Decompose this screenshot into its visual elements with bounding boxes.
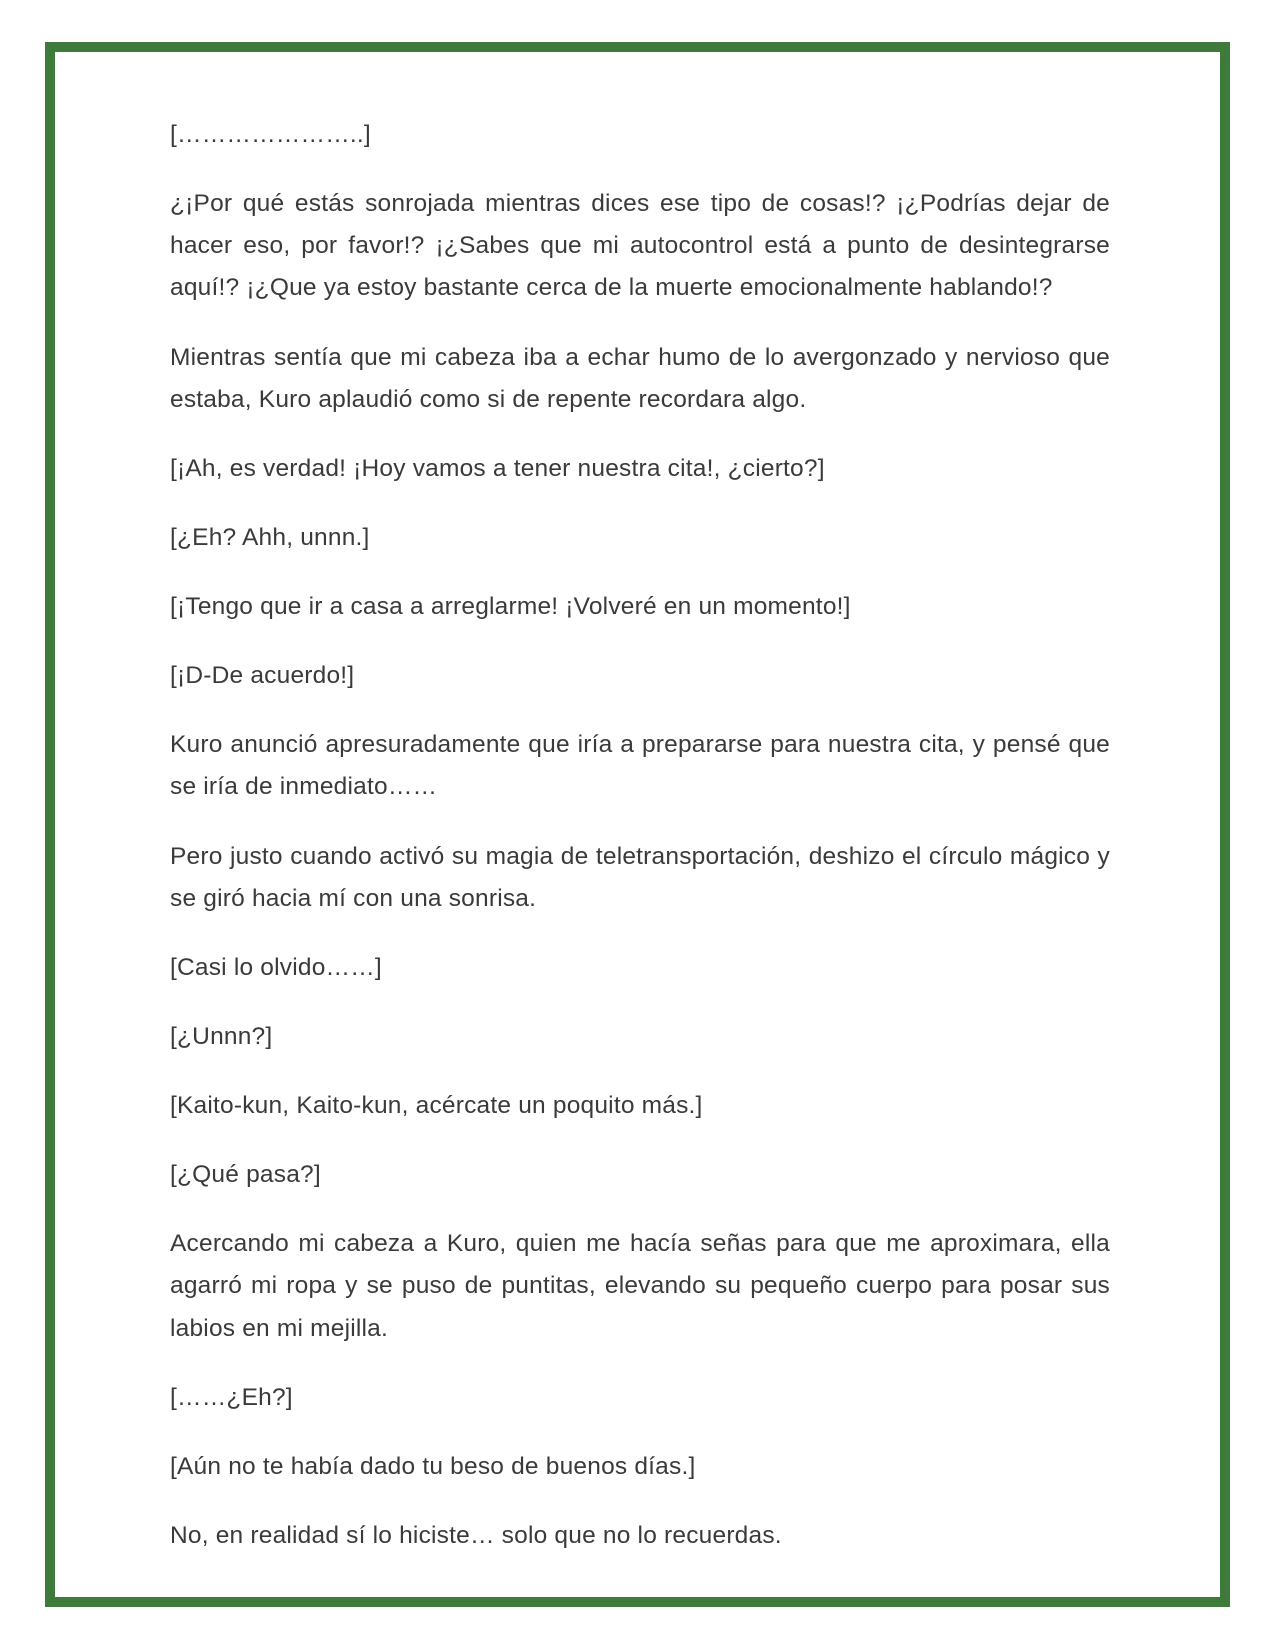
paragraph-dialogue: [……¿Eh?] [170, 1383, 293, 1411]
paragraph: No, en realidad sí lo hiciste… solo que no lo recuerdas. [170, 1521, 782, 1549]
paragraph-dialogue: [¿Unnn?] [170, 1022, 273, 1050]
paragraph-dialogue: [¡Ah, es verdad! ¡Hoy vamos a tener nuestra cita!, ¿cierto?] [170, 454, 825, 482]
paragraph-ellipsis: […………………..] [170, 121, 371, 148]
paragraph: Acercando mi cabeza a Kuro, quien me hacía señas para que me aproximara, ella agarró mi ropa y se puso de puntitas, elevando su pequeño cuerpo para posar sus labios en mi mejilla. [170, 1230, 1110, 1342]
paragraph-dialogue: [¡D-De acuerdo!] [170, 662, 355, 690]
page-frame [45, 42, 1230, 1607]
paragraph-dialogue: [¿Eh? Ahh, unnn.] [170, 523, 370, 551]
paragraph: Kuro anunció apresuradamente que iría a prepararse para nuestra cita, y pensé que se iría de inmediato…… [170, 731, 1110, 801]
paragraph: Pero justo cuando activó su magia de teletransportación, deshizo el círculo mágico y se giró hacia mí con una sonrisa. [170, 842, 1110, 912]
paragraph: Mientras sentía que mi cabeza iba a echar humo de lo avergonzado y nervioso que estaba, Kuro aplaudió como si de repente recordara algo. [170, 343, 1110, 413]
paragraph-dialogue: [Aún no te había dado tu beso de buenos días.] [170, 1452, 696, 1480]
document-body [55, 52, 1220, 1607]
paragraph: ¿¡Por qué estás sonrojada mientras dices ese tipo de cosas!? ¡¿Podrías dejar de hacer eso, por favor!? ¡¿Sabes que mi autocontrol está a punto de desintegrarse aquí!? ¡¿Que ya estoy bastante cerca de la muerte emocionalmente hablando!? [170, 190, 1110, 302]
paragraph-dialogue: [Casi lo olvido……] [170, 953, 382, 981]
paragraph-dialogue: [¡Tengo que ir a casa a arreglarme! ¡Volveré en un momento!] [170, 593, 851, 620]
paragraph-dialogue: [¿Qué pasa?] [170, 1161, 321, 1189]
paragraph-dialogue: [Kaito-kun, Kaito-kun, acércate un poquito más.] [170, 1092, 703, 1119]
